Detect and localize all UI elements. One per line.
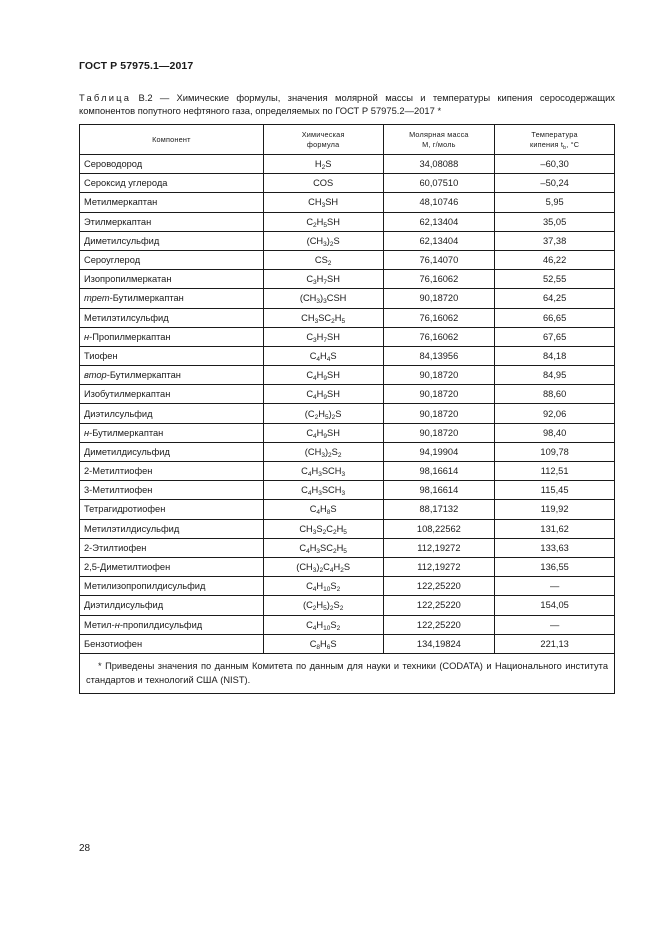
formula-cell: $C_2H_5SH$ xyxy=(263,212,383,231)
molar-mass-cell: 76,16062 xyxy=(383,327,495,346)
component-name-cell: Сероксид углерода xyxy=(80,174,264,193)
boiling-temp-cell: 115,45 xyxy=(495,481,615,500)
boiling-temp-cell: 98,40 xyxy=(495,423,615,442)
molar-mass-cell: 62,13404 xyxy=(383,231,495,250)
component-name-cell: трет-Бутилмеркаптан xyxy=(80,289,264,308)
molar-mass-cell: 98,16614 xyxy=(383,481,495,500)
boiling-temp-cell: 133,63 xyxy=(495,538,615,557)
table-row xyxy=(80,385,615,404)
component-name-cell: н-Бутилмеркаптан xyxy=(80,423,264,442)
boiling-temp-cell: 46,22 xyxy=(495,250,615,269)
component-name-cell: Изобутилмеркаптан xyxy=(80,385,264,404)
table-row xyxy=(80,155,615,174)
table-header-row xyxy=(80,125,615,155)
component-name-cell: Этилмеркаптан xyxy=(80,212,264,231)
component-name-cell: 3-Метилтиофен xyxy=(80,481,264,500)
boiling-temp-cell: 154,05 xyxy=(495,596,615,615)
molar-mass-cell: 94,19904 xyxy=(383,442,495,461)
molar-mass-cell: 76,14070 xyxy=(383,250,495,269)
component-name-cell: Метилэтилдисульфид xyxy=(80,519,264,538)
table-row xyxy=(80,346,615,365)
molar-mass-cell: 48,10746 xyxy=(383,193,495,212)
table-row xyxy=(80,462,615,481)
boiling-temp-cell: 35,05 xyxy=(495,212,615,231)
formula-cell: $(CH_3)_2C_4H_2S$ xyxy=(263,557,383,576)
table-row xyxy=(80,366,615,385)
component-name-cell: Диэтилсульфид xyxy=(80,404,264,423)
table-row xyxy=(80,231,615,250)
component-name-cell: н-Пропилмеркаптан xyxy=(80,327,264,346)
table-row xyxy=(80,519,615,538)
component-name-cell: Метилмеркаптан xyxy=(80,193,264,212)
formula-cell: $CH_3S_2C_2H_5$ xyxy=(263,519,383,538)
molar-mass-cell: 90,18720 xyxy=(383,366,495,385)
formula-cell: $CS_2$ xyxy=(263,250,383,269)
boiling-temp-cell: 64,25 xyxy=(495,289,615,308)
table-row xyxy=(80,193,615,212)
boiling-temp-cell: 5,95 xyxy=(495,193,615,212)
formula-cell: $C_4H_3SCH_3$ xyxy=(263,462,383,481)
table-row xyxy=(80,308,615,327)
molar-mass-cell: 76,16062 xyxy=(383,270,495,289)
component-name-cell: 2,5-Диметилтиофен xyxy=(80,557,264,576)
formula-cell: $C_4H_9SH$ xyxy=(263,366,383,385)
table-caption xyxy=(79,91,615,117)
component-name-cell: Диметилсульфид xyxy=(80,231,264,250)
molar-mass-cell: 84,13956 xyxy=(383,346,495,365)
header-component: Компонент xyxy=(80,125,264,155)
boiling-temp-cell: 136,55 xyxy=(495,557,615,576)
boiling-temp-cell: –60,30 xyxy=(495,155,615,174)
boiling-temp-cell: 52,55 xyxy=(495,270,615,289)
boiling-temp-cell: 92,06 xyxy=(495,404,615,423)
formula-cell: $(C_2H_5)_2S$ xyxy=(263,404,383,423)
formula-cell: $C_4H_3SC_2H_5$ xyxy=(263,538,383,557)
table-row xyxy=(80,327,615,346)
formula-cell: $C_4H_8S$ xyxy=(263,500,383,519)
molar-mass-cell: 88,17132 xyxy=(383,500,495,519)
molar-mass-cell: 134,19824 xyxy=(383,634,495,653)
formula-cell: COS xyxy=(263,174,383,193)
molar-mass-cell: 122,25220 xyxy=(383,577,495,596)
boiling-temp-cell: 131,62 xyxy=(495,519,615,538)
boiling-temp-cell: 88,60 xyxy=(495,385,615,404)
header-formula: Химическая формула xyxy=(263,125,383,155)
boiling-temp-cell: 66,65 xyxy=(495,308,615,327)
data-table xyxy=(79,124,615,694)
formula-cell: $CH_3SH$ xyxy=(263,193,383,212)
formula-cell: $CH_3SC_2H_5$ xyxy=(263,308,383,327)
component-name-cell: Сероводород xyxy=(80,155,264,174)
molar-mass-cell: 122,25220 xyxy=(383,615,495,634)
component-name-cell: втор-Бутилмеркаптан xyxy=(80,366,264,385)
component-name-cell: Диметилдисульфид xyxy=(80,442,264,461)
boiling-temp-cell: –50,24 xyxy=(495,174,615,193)
document-code: ГОСТ Р 57975.1—2017 xyxy=(79,60,194,72)
formula-cell: $C_4H_9SH$ xyxy=(263,385,383,404)
formula-cell: $C_8H_6S$ xyxy=(263,634,383,653)
molar-mass-cell: 112,19272 xyxy=(383,538,495,557)
table-row xyxy=(80,615,615,634)
table-caption-label: Таблица xyxy=(79,92,132,103)
component-name-cell: Метилизопропилдисульфид xyxy=(80,577,264,596)
boiling-temp-cell: 67,65 xyxy=(495,327,615,346)
table-row xyxy=(80,174,615,193)
component-name-cell: Метил-н-пропилдисульфид xyxy=(80,615,264,634)
formula-cell: $(C_2H_5)_2S_2$ xyxy=(263,596,383,615)
table-row xyxy=(80,500,615,519)
boiling-temp-cell: — xyxy=(495,615,615,634)
component-name-cell: Бензотиофен xyxy=(80,634,264,653)
formula-cell: $(CH_3)_2S_2$ xyxy=(263,442,383,461)
molar-mass-cell: 90,18720 xyxy=(383,289,495,308)
formula-cell: $C_4H_9SH$ xyxy=(263,423,383,442)
component-name-cell: 2-Метилтиофен xyxy=(80,462,264,481)
boiling-temp-cell: 109,78 xyxy=(495,442,615,461)
formula-cell: $C_3H_7SH$ xyxy=(263,270,383,289)
boiling-temp-cell: 221,13 xyxy=(495,634,615,653)
molar-mass-cell: 98,16614 xyxy=(383,462,495,481)
component-name-cell: Сероуглерод xyxy=(80,250,264,269)
table-caption-text: В.2 — Химические формулы, значения молярной массы и температуры кипения серосодержащих компонентов попутного нефтяного газа, определяемых по ГОСТ Р 57975.2—2017 * xyxy=(79,92,615,116)
formula-cell: $C_4H_4S$ xyxy=(263,346,383,365)
component-name-cell: Тетрагидротиофен xyxy=(80,500,264,519)
formula-cell: $(CH_3)_3CSH$ xyxy=(263,289,383,308)
component-name-cell: Тиофен xyxy=(80,346,264,365)
table-row xyxy=(80,557,615,576)
table-row xyxy=(80,538,615,557)
header-molar-mass: Молярная масса М, г/моль xyxy=(383,125,495,155)
formula-cell: $H_2S$ xyxy=(263,155,383,174)
table-row xyxy=(80,577,615,596)
molar-mass-cell: 108,22562 xyxy=(383,519,495,538)
molar-mass-cell: 122,25220 xyxy=(383,596,495,615)
formula-cell: $(CH_3)_2S$ xyxy=(263,231,383,250)
component-name-cell: 2-Этилтиофен xyxy=(80,538,264,557)
boiling-temp-cell: — xyxy=(495,577,615,596)
table-row xyxy=(80,634,615,653)
component-name-cell: Изопропилмеркатан xyxy=(80,270,264,289)
molar-mass-cell: 90,18720 xyxy=(383,404,495,423)
table-row xyxy=(80,270,615,289)
boiling-temp-cell: 37,38 xyxy=(495,231,615,250)
boiling-temp-cell: 119,92 xyxy=(495,500,615,519)
table-footnote-row xyxy=(80,653,615,693)
table-row xyxy=(80,442,615,461)
page-number: 28 xyxy=(79,843,91,854)
formula-cell: $C_4H_{10}S_2$ xyxy=(263,615,383,634)
table-row xyxy=(80,404,615,423)
molar-mass-cell: 62,13404 xyxy=(383,212,495,231)
boiling-temp-cell: 84,95 xyxy=(495,366,615,385)
molar-mass-cell: 76,16062 xyxy=(383,308,495,327)
molar-mass-cell: 90,18720 xyxy=(383,385,495,404)
molar-mass-cell: 60,07510 xyxy=(383,174,495,193)
table-footnote: * Приведены значения по данным Комитета по данным для науки и техники (CODATA) и Национального института стандартов и технологий США (NIST). xyxy=(80,653,615,693)
formula-cell: $C_4H_3SCH_3$ xyxy=(263,481,383,500)
formula-cell: $C_4H_{10}S_2$ xyxy=(263,577,383,596)
table-row xyxy=(80,596,615,615)
boiling-temp-cell: 84,18 xyxy=(495,346,615,365)
component-name-cell: Диэтилдисульфид xyxy=(80,596,264,615)
header-boiling-temp: Температура кипения $t_b$, °C xyxy=(495,125,615,155)
formula-cell: $C_3H_7SH$ xyxy=(263,327,383,346)
table-row xyxy=(80,289,615,308)
table-row xyxy=(80,212,615,231)
table-row xyxy=(80,250,615,269)
table-row xyxy=(80,423,615,442)
molar-mass-cell: 34,08088 xyxy=(383,155,495,174)
boiling-temp-cell: 112,51 xyxy=(495,462,615,481)
table-row xyxy=(80,481,615,500)
component-name-cell: Метилэтилсульфид xyxy=(80,308,264,327)
molar-mass-cell: 90,18720 xyxy=(383,423,495,442)
molar-mass-cell: 112,19272 xyxy=(383,557,495,576)
